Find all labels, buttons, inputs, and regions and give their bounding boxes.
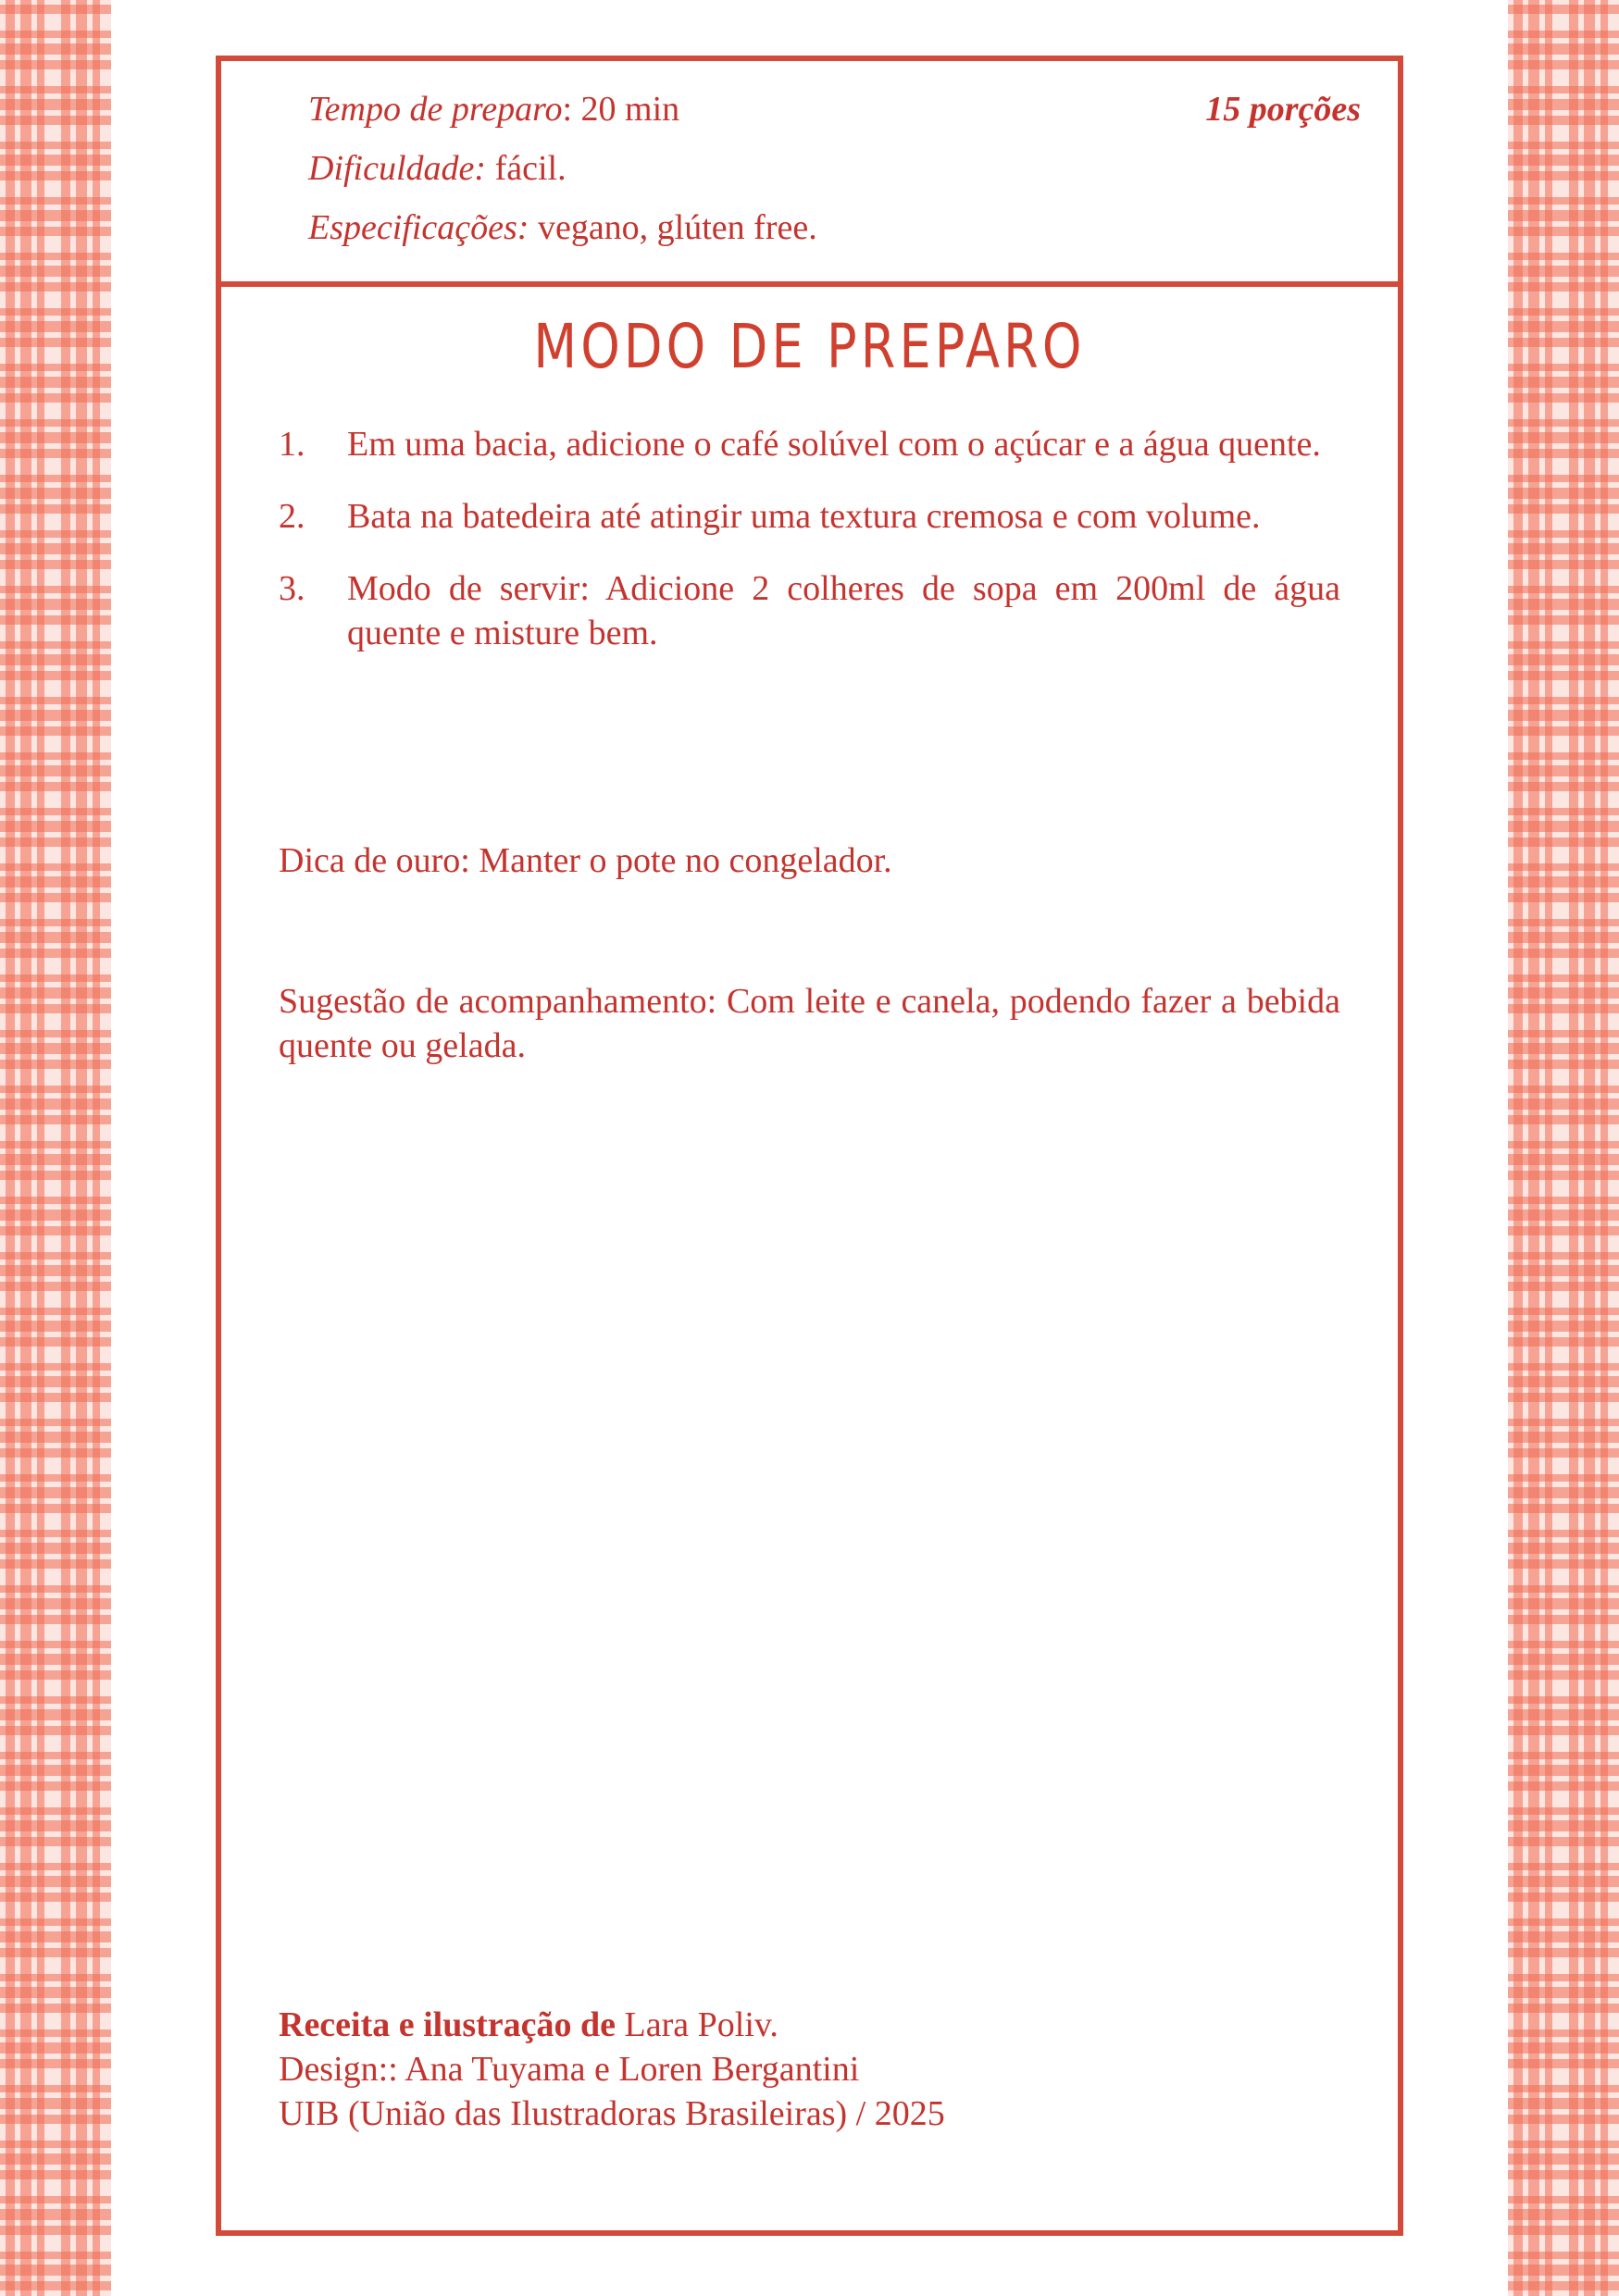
steps-list <box>279 422 1340 683</box>
section-title: MODO DE PREPARO <box>533 311 1086 382</box>
step-text: Em uma bacia, adicione o café solúvel com o açúcar e a água quente. <box>347 425 1321 464</box>
recipe-header <box>221 61 1398 287</box>
step-number: 2. <box>279 497 305 536</box>
portions: 15 porções <box>1205 90 1361 129</box>
recipe-credit-label: Receita e ilustração de <box>279 2005 616 2044</box>
specifications-value: vegano, glúten free. <box>529 208 817 247</box>
gold-tip: Dica de ouro: Manter o pote no congelador. <box>279 841 892 880</box>
serving-suggestion: Sugestão de acompanhamento: Com leite e canela, podendo fazer a bebida quente ou gelada. <box>279 982 1340 1065</box>
difficulty-label: Dificuldade: <box>308 149 487 188</box>
plaid-border-left <box>0 0 111 2296</box>
plaid-border-right <box>1508 0 1619 2296</box>
recipe-credit <box>279 2003 945 2047</box>
step-item <box>279 494 1340 539</box>
step-number: 1. <box>279 425 305 464</box>
step-item <box>279 422 1340 466</box>
step-text: Bata na batedeira até atingir uma textura cremosa e com volume. <box>347 497 1261 536</box>
prep-time-value: : 20 min <box>562 90 680 129</box>
step-item <box>279 566 1340 655</box>
credits <box>279 2003 945 2136</box>
design-credit: Design:: Ana Tuyama e Loren Bergantini <box>279 2050 860 2089</box>
prep-time-label: Tempo de preparo <box>308 90 563 129</box>
step-number: 3. <box>279 569 305 608</box>
recipe-credit-author: Lara Poliv. <box>616 2005 778 2044</box>
organization-credit: UIB (União das Ilustradoras Brasileiras) / 2025 <box>279 2094 945 2133</box>
specifications <box>308 205 817 250</box>
prep-time <box>308 87 679 131</box>
specifications-label: Especificações: <box>308 208 529 247</box>
step-text: Modo de servir: Adicione 2 colheres de sopa em 200ml de água quente e misture bem. <box>347 569 1340 652</box>
difficulty-value: fácil. <box>486 149 567 188</box>
difficulty <box>308 146 567 191</box>
recipe-card <box>216 56 1403 2236</box>
